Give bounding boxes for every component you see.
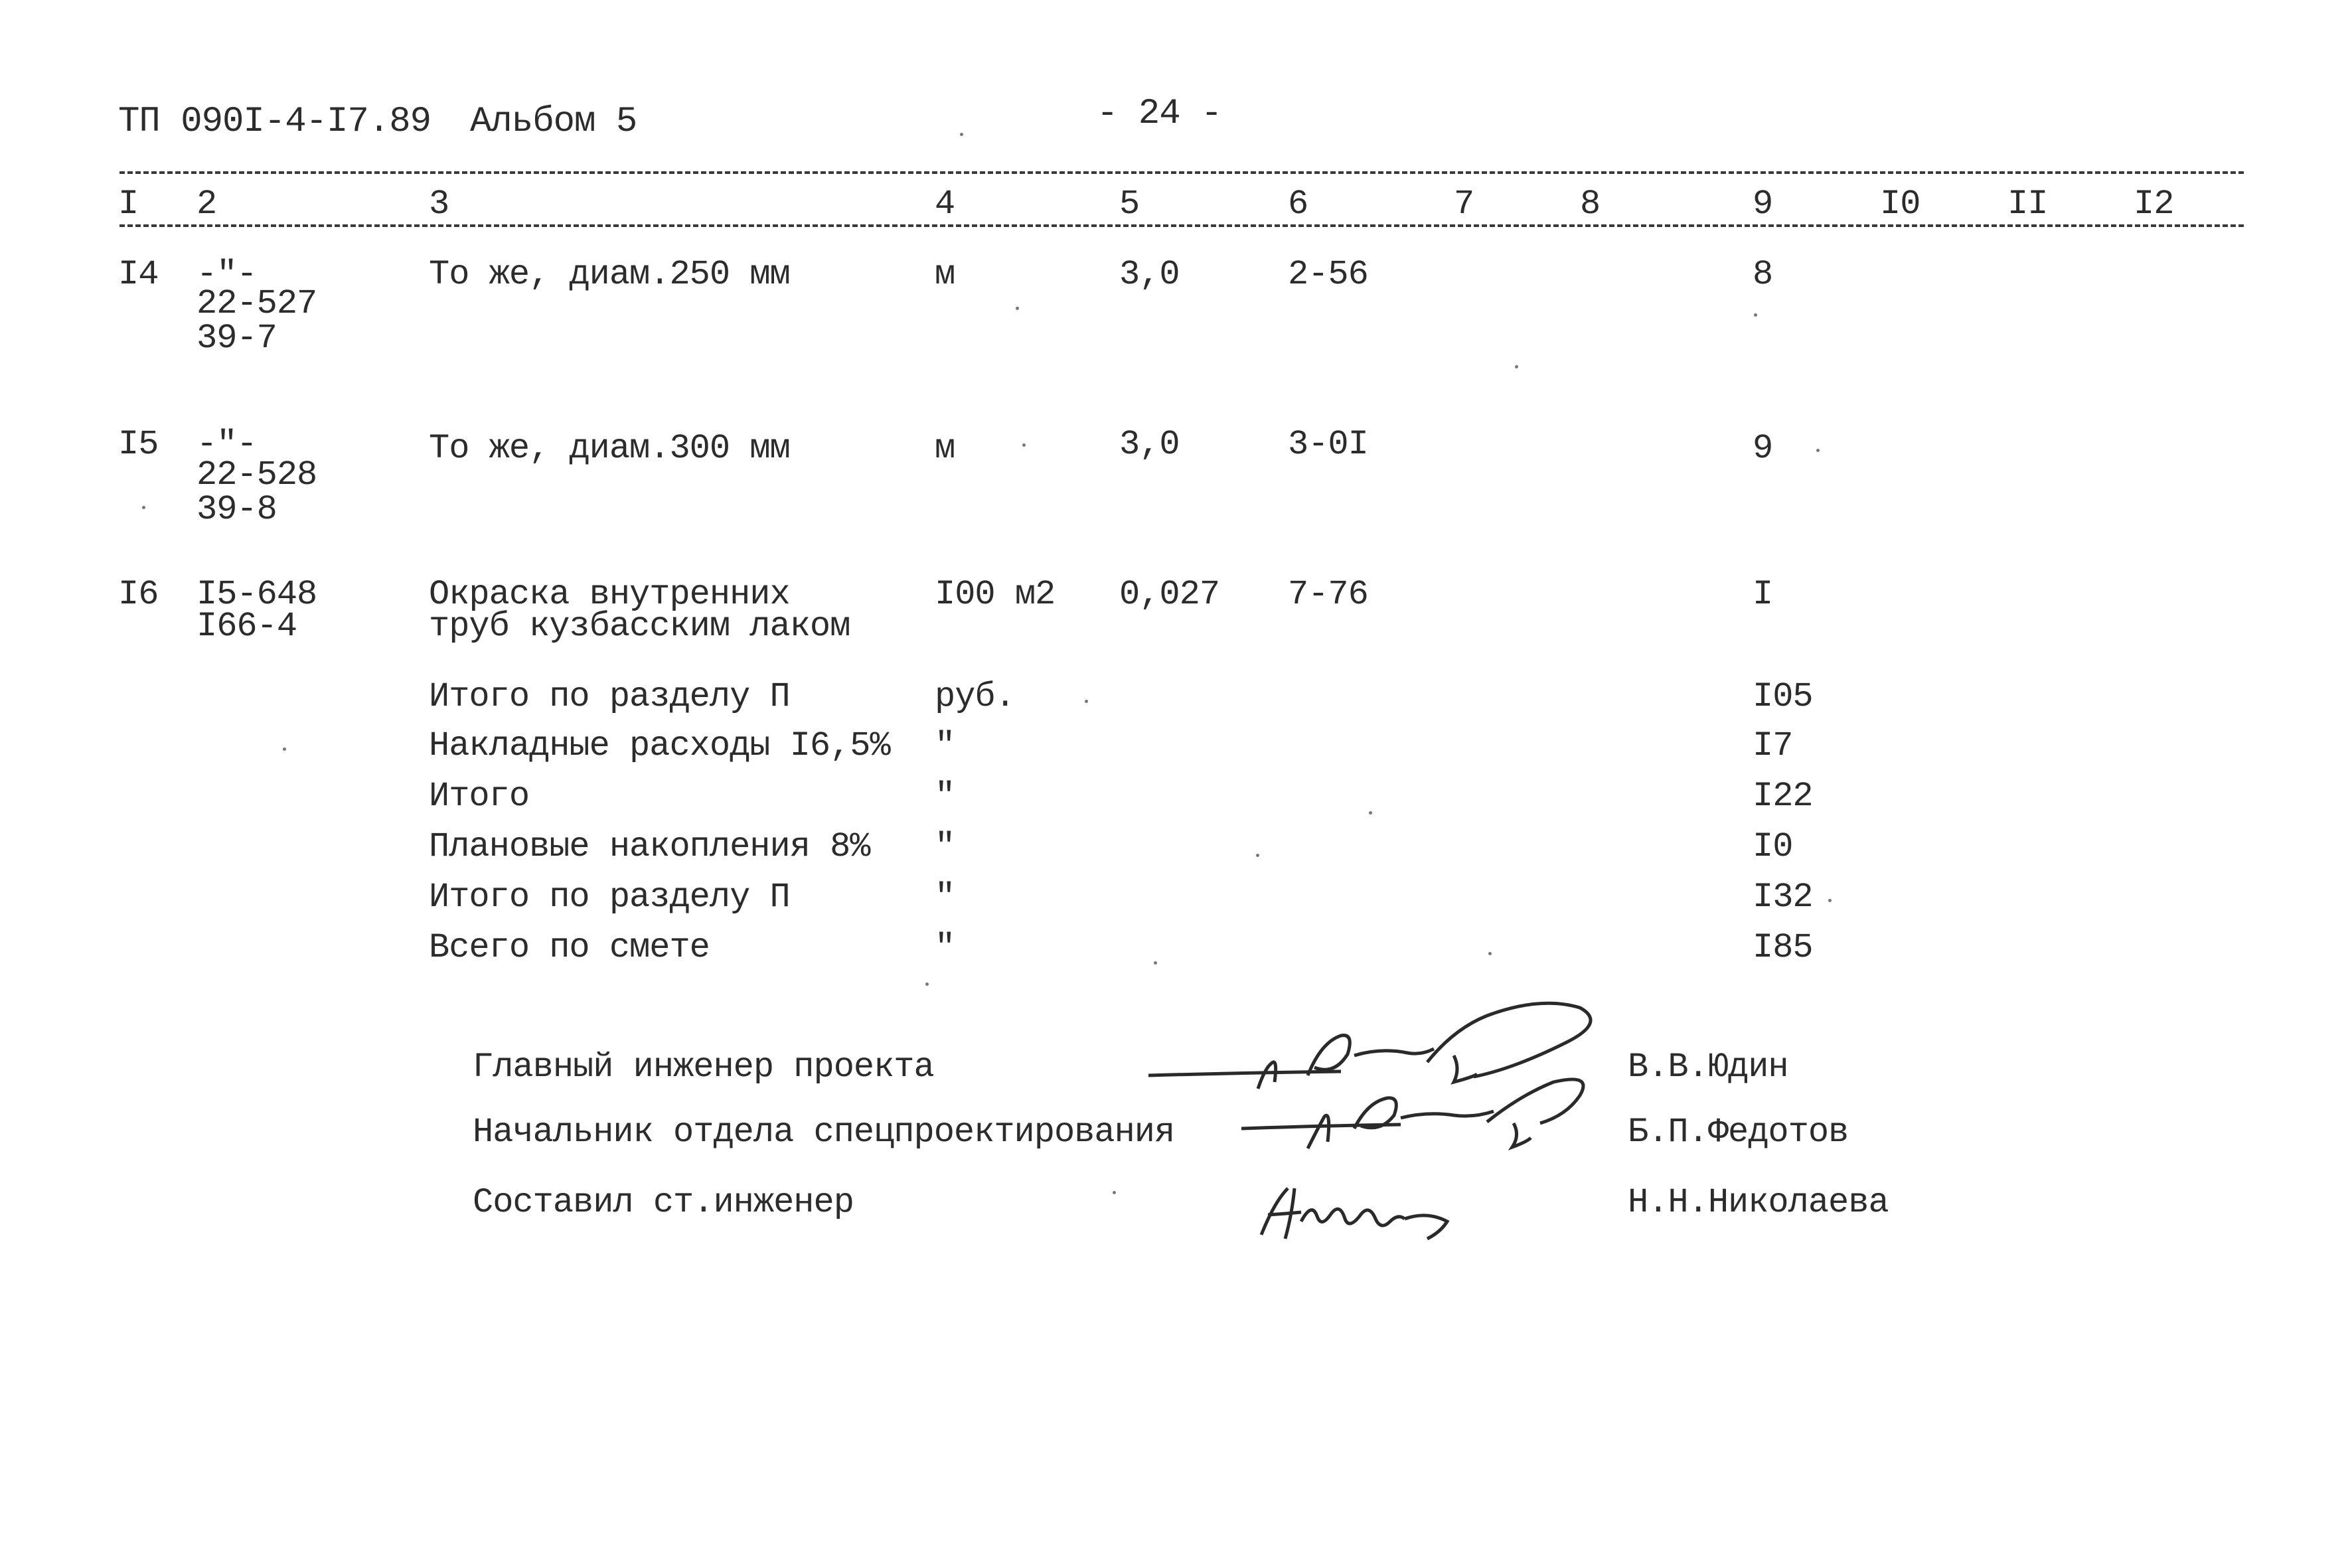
scan-speck [1154,961,1157,965]
row-unit-price: 7-76 [1288,575,1368,614]
column-header: I [118,185,139,224]
row-description: Окраска внутренних [429,575,790,614]
summary-unit: " [935,928,955,967]
column-header: 7 [1454,185,1474,224]
scan-speck [1515,365,1518,368]
summary-label: Накладные расходы I6,5% [429,726,890,765]
row-total: I [1753,575,1773,614]
row-unit-price: 3-0I [1288,425,1368,464]
row-reference: I5-648 [196,575,317,614]
row-description: То же, диам.250 мм [429,255,790,294]
row-quantity: 0,027 [1119,575,1220,614]
signature-role: Главный инженер проекта [473,1048,934,1087]
column-header: 6 [1288,185,1308,224]
summary-value: I85 [1753,928,1813,967]
summary-unit: руб. [935,677,1015,716]
handwritten-signature-3 [1248,1175,1460,1255]
row-total: 9 [1753,429,1773,468]
column-header: 5 [1119,185,1140,224]
scan-speck [283,747,286,751]
scan-speck [1828,899,1832,902]
row-unit: I00 м2 [935,575,1056,614]
table-top-rule [119,171,2244,174]
scan-speck [1256,854,1259,857]
column-header: 8 [1580,185,1601,224]
column-header: 3 [429,185,449,224]
row-reference: 22-527 [196,284,317,323]
row-reference: I66-4 [196,607,297,646]
row-reference: 39-7 [196,319,277,358]
row-description: труб кузбасским лаком [429,607,850,646]
summary-label: Всего по смете [429,928,710,967]
summary-value: I7 [1753,726,1793,765]
column-header: 4 [935,185,955,224]
scan-speck [925,982,929,986]
column-header: II [2007,185,2048,224]
handwritten-signature-2 [1235,1069,1633,1162]
scan-speck [1369,811,1372,815]
signature-role: Начальник отдела спецпроектирования [473,1113,1175,1152]
signature-name: Н.Н.Николаева [1628,1183,1889,1222]
row-quantity: 3,0 [1119,255,1180,294]
summary-label: Итого [429,777,530,816]
summary-unit: " [935,878,955,917]
scan-speck [1488,952,1492,955]
summary-value: I0 [1753,827,1793,866]
scan-speck [142,506,145,509]
column-header: I0 [1880,185,1921,224]
signature-role: Составил ст.инженер [473,1183,854,1222]
row-reference: -"- [196,425,257,464]
signature-name: Б.П.Федотов [1628,1113,1849,1152]
row-unit-price: 2-56 [1288,255,1368,294]
scan-speck [1754,313,1757,317]
column-header: 9 [1753,185,1773,224]
scan-speck [1016,307,1019,310]
row-reference: -"- [196,255,257,294]
row-reference: 39-8 [196,490,277,529]
table-header-rule [119,224,2244,227]
document-code: ТП 090I-4-I7.89 [118,102,431,142]
column-header: I2 [2134,185,2174,224]
row-description: То же, диам.300 мм [429,429,790,468]
scan-speck [1816,449,1820,452]
page-number: - 24 - [1097,94,1222,134]
summary-unit: " [935,777,955,816]
scan-speck [1113,1191,1116,1194]
summary-label: Итого по разделу П [429,878,790,917]
summary-unit: " [935,726,955,765]
row-reference: 22-528 [196,455,317,495]
scan-speck [1085,700,1088,703]
signature-name: В.В.Юдин [1628,1048,1788,1087]
summary-unit: " [935,827,955,866]
row-number: I4 [118,255,159,294]
row-quantity: 3,0 [1119,425,1180,464]
column-header: 2 [196,185,217,224]
summary-value: I05 [1753,677,1813,716]
summary-label: Итого по разделу П [429,677,790,716]
row-unit: м [935,429,955,468]
summary-label: Плановые накопления 8% [429,827,870,866]
row-number: I5 [118,425,159,464]
row-number: I6 [118,575,159,614]
row-total: 8 [1753,255,1773,294]
album-label: Альбом 5 [470,102,637,142]
summary-value: I32 [1753,878,1813,917]
scan-speck [1022,443,1026,447]
summary-value: I22 [1753,777,1813,816]
row-unit: м [935,255,955,294]
scan-speck [960,133,963,136]
